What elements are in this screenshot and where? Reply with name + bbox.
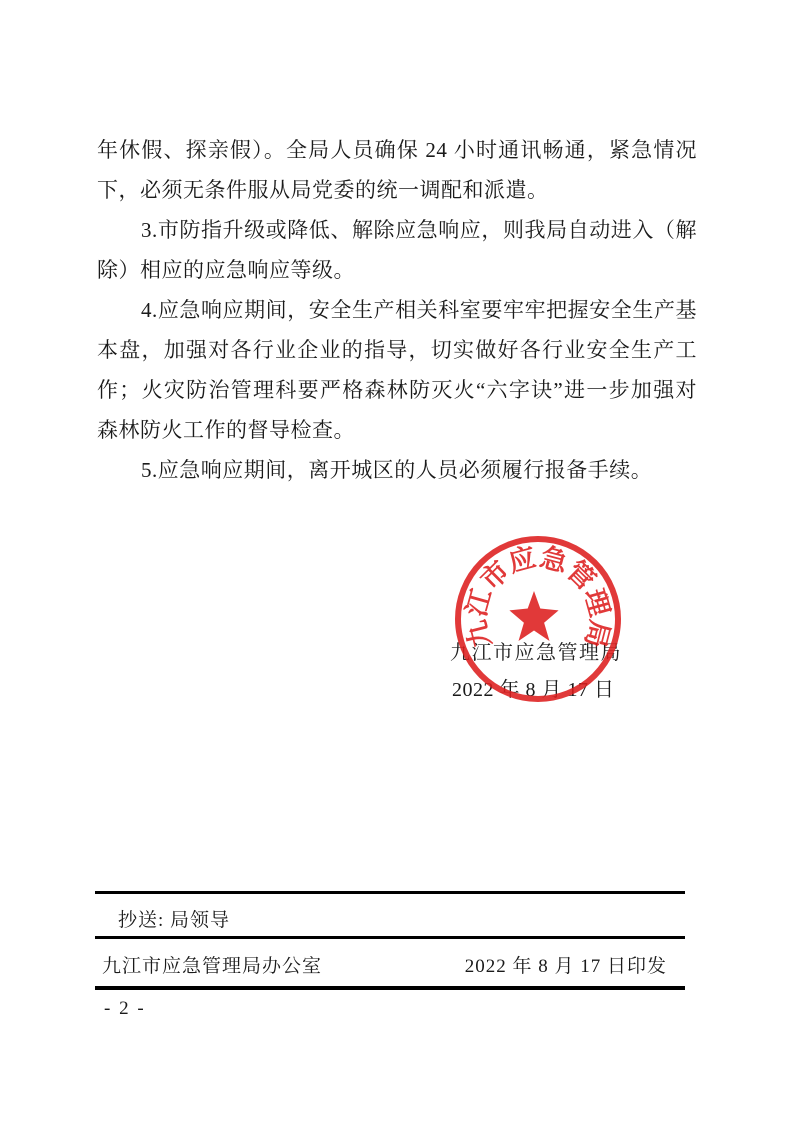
issuer-office: 九江市应急管理局办公室	[102, 956, 323, 977]
page-number: - 2 -	[104, 998, 146, 1019]
star-icon	[509, 591, 558, 641]
issuer-row	[95, 951, 685, 978]
print-date: 2022 年 8 月 17 日印发	[464, 956, 667, 977]
body-paragraph: 3.市防指升级或降低、解除应急响应，则我局自动进入（解除）相应的应急响应等级。	[97, 218, 697, 282]
body-paragraph: 5.应急响应期间，离开城区的人员必须履行报备手续。	[141, 458, 653, 482]
separator-line	[95, 986, 685, 990]
official-seal-icon	[452, 533, 624, 705]
signature-agency: 九江市应急管理局	[450, 642, 622, 664]
signature-date: 2022 年 8 月 17 日	[452, 679, 615, 701]
separator-line	[95, 891, 685, 894]
seal-arc-text: 九江市应急管理局	[461, 542, 615, 651]
document-body	[97, 130, 697, 490]
separator-line	[95, 936, 685, 939]
cc-line: 抄送: 局领导	[118, 910, 231, 931]
body-paragraph: 4.应急响应期间，安全生产相关科室要牢牢把握安全生产基本盘，加强对各行业企业的指导，切实做好各行业安全生产工作；火灾防治管理科要严格森林防灭火“六字诀”进一步加强对森林防火工作的督导检查。	[97, 298, 697, 442]
body-paragraph: 年休假、探亲假）。全局人员确保 24 小时通讯畅通，紧急情况下，必须无条件服从局党委的统一调配和派遣。	[97, 138, 697, 202]
